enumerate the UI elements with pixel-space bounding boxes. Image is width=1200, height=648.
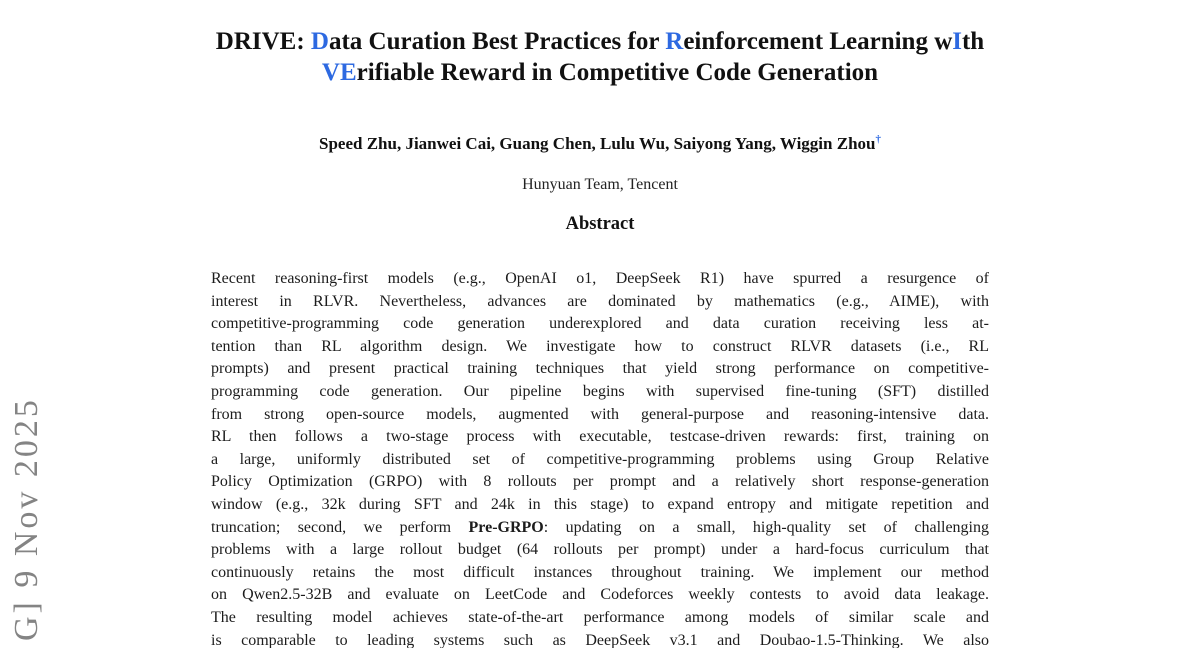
abstract-body (211, 268, 989, 648)
text-segment: programming code generation. Our pipeline begins with supervised fine-tuning (SFT) distilled (211, 382, 989, 400)
affiliation: Hunyuan Team, Tencent (522, 176, 678, 193)
abstract-line (211, 336, 989, 359)
text-segment: ata Curation Best Practices for (328, 28, 666, 55)
abstract-line (211, 630, 989, 648)
text-segment: problems with a large rollout budget (64 rollouts per prompt) under a hard-focus curriculum that (211, 541, 989, 559)
authors-line (0, 134, 1200, 154)
abstract-line (211, 562, 989, 585)
abstract-line (211, 358, 989, 381)
abstract-line (211, 381, 989, 404)
text-segment: window (e.g., 32k during SFT and 24k in this stage) to expand entropy and mitigate repetition and (211, 495, 989, 513)
abstract-line (211, 494, 989, 517)
abstract-line (211, 471, 989, 494)
text-segment: interest in RLVR. Nevertheless, advances are dominated by mathematics (e.g., AIME), with (211, 292, 989, 310)
text-segment: The resulting model achieves state-of-the-art performance among models of similar scale and (211, 608, 989, 626)
text-segment: D (310, 28, 329, 55)
abstract-line (211, 584, 989, 607)
text-segment: rifiable Reward in Competitive Code Generation (356, 59, 879, 86)
text-segment: is comparable to leading systems such as DeepSeek v3.1 and Doubao-1.5-Thinking. We also (211, 631, 989, 648)
text-segment: competitive-programming code generation underexplored and data curation receiving less at- (211, 315, 989, 333)
arxiv-watermark: G] 9 Nov 2025 (8, 397, 45, 641)
text-segment: Policy Optimization (GRPO) with 8 rollouts per prompt and a relatively short response-generation (211, 473, 989, 491)
abstract-line (211, 517, 989, 540)
text-segment: on Qwen2.5-32B and evaluate on LeetCode and Codeforces weekly contests to avoid data leakage. (211, 586, 989, 604)
author-names: Speed Zhu, Jianwei Cai, Guang Chen, Lulu Wu, Saiyong Yang, Wiggin Zhou (319, 134, 876, 153)
abstract-line (211, 291, 989, 314)
paper-title-line-2 (0, 57, 1200, 88)
text-segment: truncation; second, we perform (211, 518, 469, 536)
text-segment: DRIVE: (215, 28, 311, 55)
paper-title-line-1 (0, 26, 1200, 57)
abstract-line (211, 607, 989, 630)
abstract-heading: Abstract (565, 214, 635, 234)
text-segment: Pre-GRPO (468, 518, 544, 536)
text-segment: from strong open-source models, augmented with general-purpose and reasoning-intensive data. (211, 405, 989, 423)
text-segment: continuously retains the most difficult instances throughout training. We implement our method (211, 563, 989, 581)
text-segment: : updating on a small, high-quality set of challenging (543, 518, 990, 536)
text-segment: tention than RL algorithm design. We investigate how to construct RLVR datasets (i.e., RL (211, 337, 989, 355)
abstract-line (211, 313, 989, 336)
author-dagger: † (875, 133, 881, 146)
text-segment: RL then follows a two-stage process with executable, testcase-driven rewards: first, training on (211, 428, 989, 446)
abstract-line (211, 426, 989, 449)
text-segment: th (961, 28, 985, 55)
text-segment: prompts) and present practical training techniques that yield strong performance on competitive- (211, 360, 989, 378)
text-segment: I (952, 28, 962, 55)
text-segment: einforcement Learning w (683, 28, 953, 55)
abstract-line (211, 449, 989, 472)
text-segment: a large, uniformly distributed set of competitive-programming problems using Group Relative (211, 450, 989, 468)
abstract-line (211, 539, 989, 562)
text-segment: VE (321, 59, 357, 86)
abstract-line (211, 268, 989, 291)
abstract-line (211, 404, 989, 427)
paper-title (0, 26, 1200, 88)
text-segment: R (665, 28, 684, 55)
text-segment: Recent reasoning-first models (e.g., OpenAI o1, DeepSeek R1) have spurred a resurgence of (211, 270, 989, 287)
